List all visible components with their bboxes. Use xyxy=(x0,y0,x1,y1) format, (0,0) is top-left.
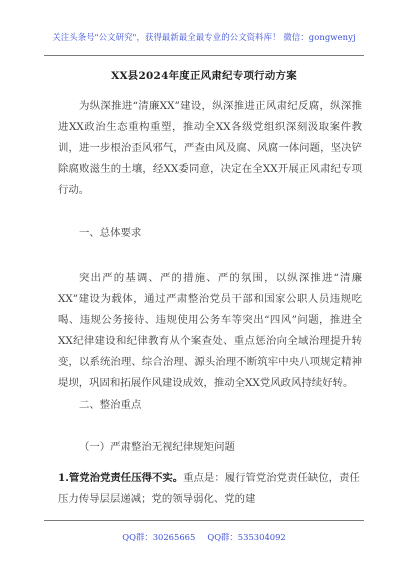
footer xyxy=(0,531,408,543)
footer-qq-group-2: QQ群：535304092 xyxy=(207,532,286,542)
footer-divider xyxy=(44,520,364,521)
document-title: XX县2024年度正风肃纪专项行动方案 xyxy=(111,70,297,82)
intro-paragraph: 为纵深推进“清廉XX”建设，纵深推进正风肃纪反腐，纵深推进XX政治生态重构重塑，推动全XX各级党组织深刻汲取案件教训，进一步根治歪风邪气，严查由风及腐、风腐一体问题，坚决铲除腐败滋生的土壤，经XX委同意，决定在全XX开展正风肃纪专项行动。 xyxy=(58,100,362,196)
general-requirements-paragraph: 突出严的基调、严的措施、严的氛围，以纵深推进“清廉XX”建设为载体，通过严肃整治党员干部和国家公职人员违规吃喝、违规公务接待、违规使用公务车等突出“四风”问题，推进全XX纪律建设和纪律教育从个案查处、重点惩治向全域治理提升转变，以系统治理、综合治理、源头治理不断筑牢中央八项规定精神堤坝，巩固和拓展作风建设成效，推动全XX党风政风持续好转。 xyxy=(58,272,362,389)
item-body: 重点是：履行管党治党责任缺位，责任压力传导层层递减；党的领导弱化、党的建 xyxy=(58,472,360,505)
subsection-heading: （一）严肃整治无视纪律规矩问题 xyxy=(79,441,235,453)
footer-qq-group-1: QQ群：30265665 xyxy=(122,532,196,542)
header-notice: 关注头条号"公文研究"，获得最新最全最专业的公文资料库！ 微信：gongwenyj xyxy=(52,32,356,42)
header-divider xyxy=(44,55,364,56)
item-paragraph xyxy=(58,468,362,510)
section-heading-key-rectification: 二、整治重点 xyxy=(79,399,142,411)
item-lead: 1.管党治党责任压得不实。 xyxy=(58,472,184,484)
section-heading-general-requirements: 一、总体要求 xyxy=(79,227,142,239)
